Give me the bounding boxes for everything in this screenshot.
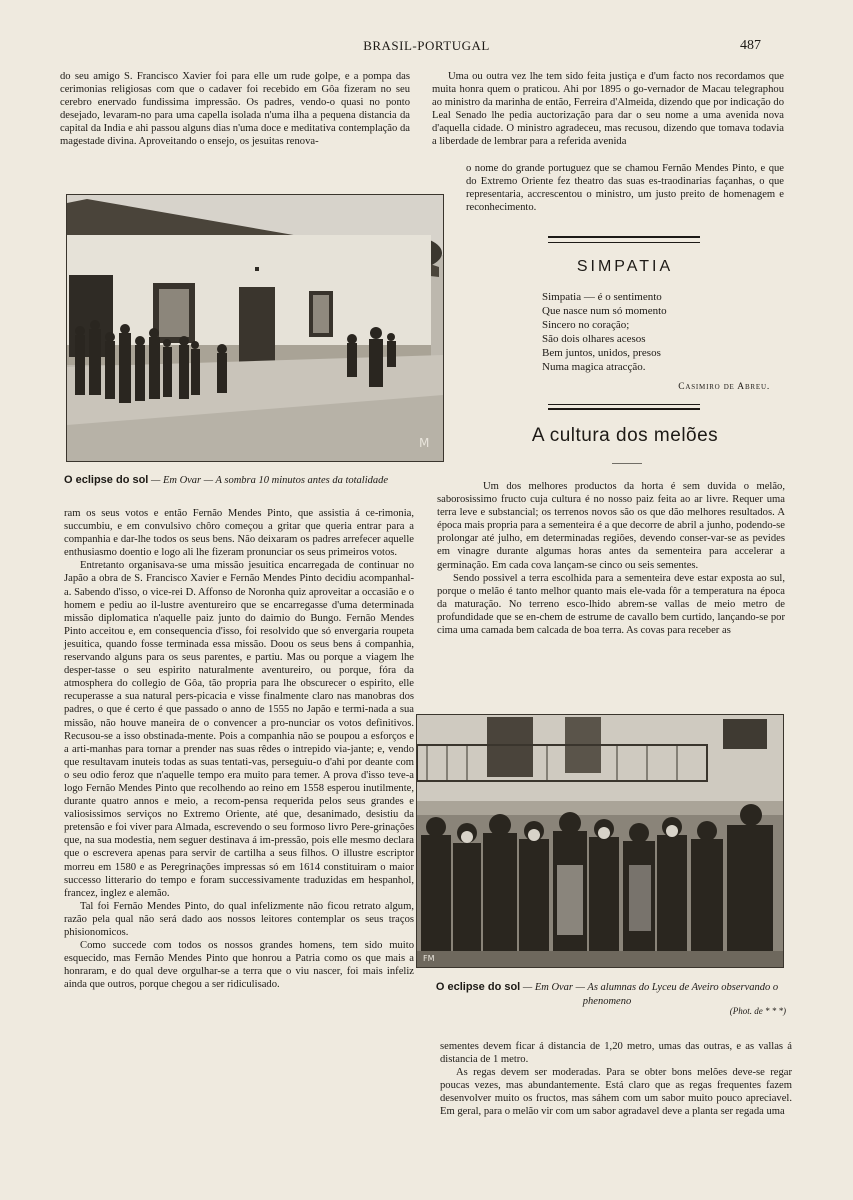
poem-rule-top-thin bbox=[548, 242, 700, 243]
paragraph: Um dos melhores productos da horta é sem duvida o melão, saborosissimo fructo cuja cultura é no nosso paiz feita ao ar livre. Requer uma terra leve e substancial; os terrenos novos são os que dão melhores resultados. A época mais propria para a sementeira é a que decorre de abril a junho, podendo-se prolongar até julho, em determinadas regiões, devendo conser-var-se as pevides em vinagre durante algumas horas antes da sementeira para accelerar a germinação. Em cada cova lançam-se cinco ou seis sementes. bbox=[437, 481, 785, 571]
paragraph: Sendo possivel a terra escolhida para a sementeira deve estar exposta ao sul, porque o melão é tanto melhor quanto mais ele-vada fôr a temperatura na época da maturação. No terreno esco-lhido abrem-se vallas de meio metro de profundidade que se en-chem de estrume de cavallo bem curtido, lançando-se por cima uma camada bem calcada de boa terra. As covas para receber as bbox=[437, 572, 785, 637]
paragraph: Tal foi Fernão Mendes Pinto, do qual infelizmente não ficou retrato algum, razão pela qual não será dado aos nossos leitores contemplar os seus traços phisionomicos. bbox=[64, 900, 414, 938]
poem-line: Sincero no coração; bbox=[542, 319, 630, 331]
poem-line: Simpatia — é o sentimento bbox=[542, 291, 662, 303]
photo1-caption bbox=[64, 474, 454, 486]
paragraph: ram os seus votos e então Fernão Mendes Pinto, que assistia á ce-rimonia, succumbiu, e em convulsivo chôro começou a gritar que queria entrar para a companhia e dar-lhe todos os seus bens. Não deixaram os padres arrefecer aquelle enthusiasmo doentio e logo ali lhe fizeram pronunciar os seus primeiros votos. bbox=[64, 508, 414, 559]
paragraph: Uma ou outra vez lhe tem sido feita justiça e d'um facto nos recordamos que muita honra quem o praticou. Ahi por 1895 o go-vernador de Macau telegraphou ao ministro da marinha de então, Ferreira d'Almeida, dizendo que por indicação do Leal Senado lhe pedia auctorização para dar o seu nome a uma avenida nova d'aquella cidade. O ministro agradeceu, mas recusou, dizendo que tomava todavia a liberdade de lembrar para a referida avenida bbox=[432, 71, 784, 148]
article-continuation bbox=[440, 1040, 792, 1119]
photo1-caption-lead: O eclipse do sol bbox=[64, 474, 149, 486]
left-main-text bbox=[64, 507, 414, 991]
poem-stanza bbox=[542, 290, 772, 374]
title-separator bbox=[612, 463, 642, 464]
poem-line: Numa magica atracção. bbox=[542, 361, 646, 373]
paragraph: As regas devem ser moderadas. Para se obter bons melões deve-se regar poucas vezes, mas abundantemente. Está claro que as regas frequentes fazem desenvolver muito os fructos, mas sáhem com um sabor muito pouco apreciavel. Em geral, para o melão vir com um sabor agradavel deve a planta ser regada uma bbox=[440, 1067, 792, 1118]
house-street-illustration bbox=[67, 195, 443, 461]
students-illustration bbox=[417, 715, 783, 967]
photo1-monogram: M bbox=[419, 436, 430, 450]
photo2-monogram: FM bbox=[423, 954, 435, 963]
running-title: BRASIL-PORTUGAL bbox=[363, 38, 490, 53]
eclipse-street-photo bbox=[66, 194, 444, 462]
poem-title: SIMPATIA bbox=[576, 258, 674, 275]
poem-line: Que nasce num só momento bbox=[542, 305, 667, 317]
article-body bbox=[437, 480, 785, 637]
photo2-caption-rest: — Em Ovar — As alumnas do Lyceu de Aveiro observando o phenomeno bbox=[522, 982, 779, 1007]
page-number: 487 bbox=[740, 38, 761, 53]
poem-line: São dois olhares acesos bbox=[542, 333, 646, 345]
article-title: A cultura dos melões bbox=[531, 425, 719, 446]
poem-author: Casimiro de Abreu. bbox=[678, 382, 770, 392]
right-top-text-narrow bbox=[466, 162, 784, 214]
poem-rule-bottom-thin bbox=[548, 404, 700, 405]
paragraph: Como succede com todos os nossos grandes homens, tem sido muito esquecido, mas Fernão Mendes Pinto que honrou a Patria como os que mais a honraram, e do qual deve orgulhar-se a terra que o viu nascer, foi mais infeliz ainda que outros, porque chegou a ser ridiculisado. bbox=[64, 940, 414, 991]
photo2-caption bbox=[432, 980, 782, 1009]
photo2-credit: (Phot. de * * *) bbox=[729, 1006, 786, 1016]
left-top-text bbox=[60, 70, 410, 149]
paragraph: Entretanto organisava-se uma missão jesuitica encarregada de continuar no Japão a obra de S. Francisco Xavier e Fernão Mendes Pinto decidiu acompanhal-a. Sabendo d'isso, o vice-rei D. Affonso de Noronha quiz aproveitar a occasião e o homem e pediu ao il-lustre aventureiro que se encarregasse d'uma determinada missão diplomatica n'aquelle paiz junto do daimio do Bungo. Fernão Mendes Pinto acceitou e, em consequencia d'isso, foi resolvido que só envergaria roupeta jesuitica, quando fosse terminada essa missão. Doou os seus bens á companhia, reservando alguns para os seus parentes, e partiu. Mas ou porque a viagem lhe desper-tasse o seu espirito naturalmente aventureiro, ou porque, fóra da atmosphera do collegio de Gôa, tão propria para lhe obscurecer o espirito, elle recuperasse a sua natural pers-picacia e visse finalmente claro nas manobras dos padres, o que é certo é que passado o anno de 1555 no Japão e termi-nada a sua missão, não houve maneira de o convencer a pro-nunciar os votos definitivos. Recusou-se a isso obstinada-mente. Pois a companhia não se poupou a esforços e a arti-manhas para tornar a prender nas suas rêdes o intrepido via-jante; e, vendo que resultavam inuteis todas as suas tentati-vas, perseguiu-o d'ahi por deante com o seu odio feroz que n'aquelle tempo era muito para temer. A prova d'isso teve-a logo Fernão Mendes Pinto que recolhendo ao reino em 1558 esperou inutilmente, durante quatro annos e meio, a recom-pensa requerida pelos seus grandes e valiosissimos serviços no Extremo Oriente, até que, desanimado, desistiu da pretensão e foi viver para Almada, escrevendo o seu formoso livro Pere-grinações que, na sua modestia, nem seguer destinava á im-pressão, pois elle mesmo declara que o escrevera apenas para servir de cartilha a seus filhos. O illustre escriptor morreu em 1580 e as Peregrinações impressas só em 1614 constituiram o maior successo litterario do tempo e foram successivamente traduzidas em hespanhol, francez, inglez e alemão. bbox=[64, 560, 414, 899]
paragraph: o nome do grande portuguez que se chamou Fernão Mendes Pinto, e que do Extremo Oriente fez theatro das suas es-traodinarias façanhas, o que representaria, accrescentou o ministro, um justo preito de homenagem e reconhecimento. bbox=[466, 163, 784, 214]
eclipse-students-photo bbox=[416, 714, 784, 968]
poem-rule-bottom-thick bbox=[548, 408, 700, 410]
photo1-caption-rest: — Em Ovar — A sombra 10 minutos antes da totalidade bbox=[150, 475, 389, 486]
poem-line: Bem juntos, unidos, presos bbox=[542, 347, 661, 359]
paragraph: sementes devem ficar á distancia de 1,20 metro, umas das outras, e as vallas á distancia de 1 metro. bbox=[440, 1041, 792, 1066]
photo2-caption-lead: O eclipse do sol bbox=[435, 981, 521, 993]
right-top-text bbox=[432, 70, 784, 149]
poem-rule-top-thick bbox=[548, 236, 700, 238]
paragraph: do seu amigo S. Francisco Xavier foi para elle um rude golpe, e a pompa das cerimonias religiosas com que o cadaver foi recebido em Gôa fizeram no seu cerebro enervado fundissima impressão. Os padres, vendo-o quasi no ponto desejado, levaram-no para uma capella isolada n'uma ilha a pequena distancia da capital da India e ahi passou alguns dias n'uma doce e meditativa contemplação da magestade divina. Aproveitando o ensejo, os jesuitas renova- bbox=[60, 71, 410, 148]
